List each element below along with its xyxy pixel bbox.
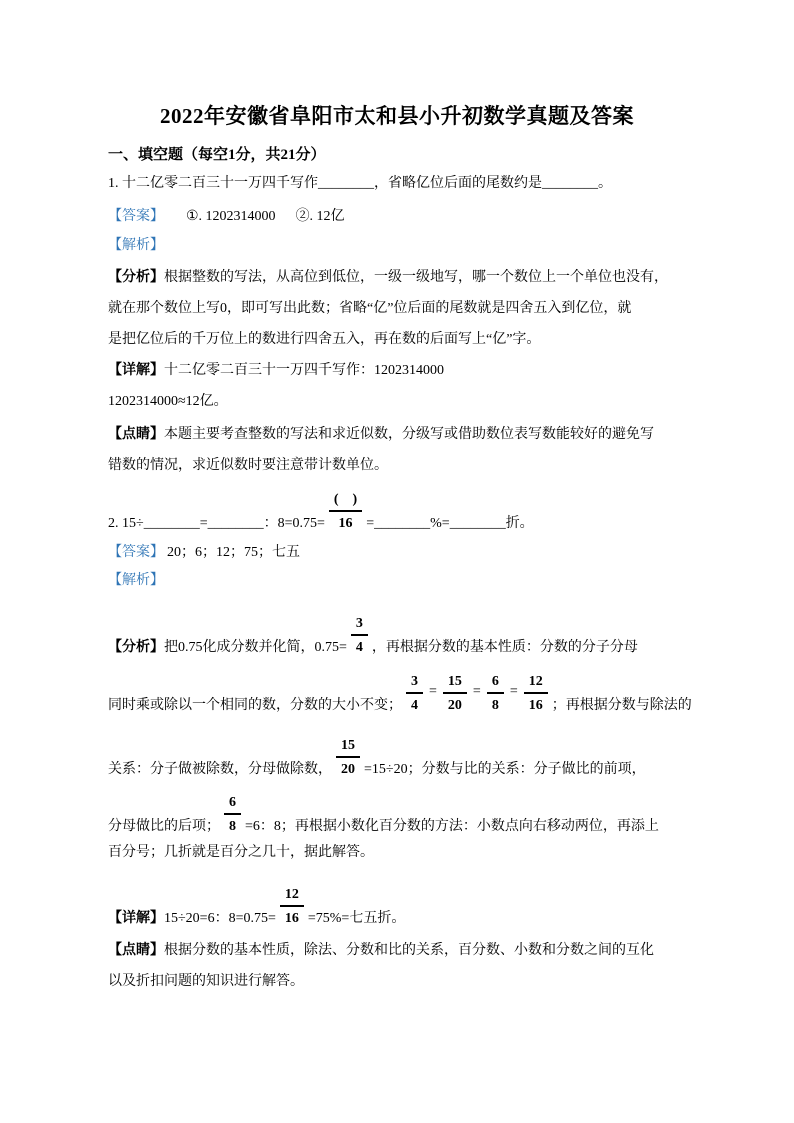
fraction-15-20 [336, 736, 360, 779]
q2-note-line-1 [108, 935, 686, 966]
q2-note-label: 【点睛】 [108, 943, 164, 958]
q2-fenxi-l3-text-2: =15÷20；分数与比的关系：分子做比的前项， [364, 762, 646, 777]
fraction-numerator: 12 [524, 672, 548, 694]
q1-analysis-label-line [108, 235, 686, 257]
q2-detail-text-2: =75%=七五折。 [307, 911, 406, 926]
q2-stem-text-1: 2. 15÷ [108, 516, 144, 531]
fraction-numerator: 15 [336, 736, 360, 758]
equals-sign: = [509, 684, 518, 699]
fraction-denominator: 4 [411, 698, 418, 713]
fraction-denominator: 16 [528, 698, 543, 713]
q1-detail-line-2: 1202314000≈12亿。 [108, 394, 228, 409]
q1-answer-line [108, 206, 686, 228]
fraction-12-16 [524, 672, 548, 715]
q2-stem-eq-1: = [199, 516, 208, 531]
q1-analysis-label: 【解析】 [108, 238, 164, 253]
q2-stem-text-2: ：8=0.75= [263, 516, 325, 531]
fraction-numerator: 15 [443, 672, 467, 694]
fraction-numerator: 6 [487, 672, 504, 694]
fraction-denominator: 8 [491, 698, 499, 713]
q1-blank-1: ________ [318, 176, 374, 191]
fraction-15-20 [443, 672, 467, 715]
q2-fenxi-l1-text-2: ，再根据分数的基本性质：分数的分子分母 [371, 640, 638, 655]
fraction-denominator: 20 [341, 762, 355, 777]
q2-answer-label: 【答案】 [108, 545, 164, 560]
q2-detail-text-1: 15÷20=6：8=0.75= [164, 911, 276, 926]
q2-note-text-1: 根据分数的基本性质，除法、分数和比的关系，百分数、小数和分数之间的互化 [164, 943, 654, 958]
q2-analysis-label-line [108, 570, 686, 592]
question-1-stem [108, 174, 686, 194]
q2-stem-text-4: 折。 [505, 516, 534, 531]
q2-answer-text: 20；6；12；75；七五 [167, 545, 300, 560]
q2-blank-1: ________ [143, 516, 200, 531]
fraction-denominator: 16 [284, 911, 299, 926]
q1-fenxi-line-2: 就在那个数位上写0，即可写出此数；省略“亿”位后面的尾数就是四舍五入到亿位，就 [108, 301, 632, 316]
question-2-stem [108, 490, 686, 534]
fraction-denominator: 20 [447, 698, 462, 713]
fraction-numerator: 12 [280, 885, 304, 907]
q2-fenxi-l4-text-1: 分母做比的后项； [108, 819, 220, 834]
q2-fenxi-l4-text-2: =6：8；再根据小数化百分数的方法：小数点向右移动两位，再添上 [245, 819, 659, 834]
q2-fenxi-line-3 [108, 736, 686, 780]
equals-sign: = [429, 684, 437, 699]
q1-note-line-2: 错数的情况，求近似数时要注意带计数单位。 [108, 458, 388, 473]
q1-note-text-1: 本题主要考查整数的写法和求近似数，分级写或借助数位表写数能较好的避免写 [164, 427, 654, 442]
q1-answer-item-2: ②. 12亿 [295, 209, 345, 224]
q1-fenxi-label: 【分析】 [108, 270, 164, 285]
q1-answer-label: 【答案】 [108, 209, 164, 224]
q1-blank-2: ________ [542, 176, 598, 191]
fraction-numerator: 6 [224, 793, 241, 815]
equals-sign: = [472, 684, 481, 699]
q1-answer-item-1: ①. 1202314000 [186, 209, 276, 224]
q2-fenxi-l2-text-1: 同时乘或除以一个相同的数，分数的大小不变； [108, 698, 402, 713]
q2-answer-line [108, 542, 686, 564]
fraction-numerator: 3 [406, 672, 423, 694]
q1-stem-text-1: 1. 十二亿零二百三十一万四千写作 [108, 176, 318, 191]
q2-stem-text-3: %= [430, 516, 450, 531]
q2-detail-line [108, 885, 686, 929]
q2-blank-3: ________ [374, 516, 431, 531]
q1-note-line-1 [108, 419, 686, 450]
fraction-denominator: 16 [338, 516, 353, 531]
q2-stem-eq-2: = [366, 516, 375, 531]
fraction-denominator: 8 [229, 819, 236, 834]
q2-analysis-label: 【解析】 [108, 573, 164, 588]
q2-fenxi-line-2 [108, 672, 692, 716]
q2-detail-label: 【详解】 [108, 911, 164, 926]
fraction-blank-over-16 [329, 490, 362, 533]
q1-fenxi-line-1 [108, 262, 686, 293]
q1-fenxi-line-3: 是把亿位后的千万位上的数进行四舍五入，再在数的后面写上“亿”字。 [108, 332, 541, 347]
fraction-12-16 [280, 885, 304, 928]
q1-note-label: 【点睛】 [108, 427, 164, 442]
section-heading: 一、填空题（每空1分，共21分） [108, 147, 326, 163]
q2-fenxi-label: 【分析】 [108, 640, 164, 655]
fraction-6-8 [487, 672, 504, 715]
page-title: 2022年安徽省阜阳市太和县小升初数学真题及答案 [160, 104, 634, 128]
fraction-numerator: 3 [351, 614, 368, 636]
fraction-3-4 [406, 672, 423, 715]
q2-note-line-2: 以及折扣问题的知识进行解答。 [108, 974, 304, 989]
q1-stem-text-3: 。 [598, 176, 612, 191]
q2-fenxi-line-4 [108, 793, 686, 837]
fraction-denominator: 4 [355, 640, 363, 655]
q2-fenxi-l3-text-1: 关系：分子做被除数，分母做除数， [108, 762, 332, 777]
q1-fenxi-text-1: 根据整数的写法，从高位到低位，一级一级地写，哪一个数位上一个单位也没有， [164, 270, 668, 285]
q2-fenxi-line-5: 百分号；几折就是百分之几十，据此解答。 [108, 845, 374, 860]
q2-blank-2: ________ [207, 516, 264, 531]
fraction-6-8 [224, 793, 241, 836]
q2-blank-4: ________ [449, 516, 506, 531]
q1-detail-line-1 [108, 355, 686, 386]
fraction-3-4 [351, 614, 368, 657]
fraction-numerator: ( ) [329, 490, 362, 512]
q1-detail-text-1: 十二亿零二百三十一万四千写作：1202314000 [164, 363, 444, 378]
q2-fenxi-line-1 [108, 614, 686, 658]
q2-fenxi-l2-text-2: ；再根据分数与除法的 [551, 698, 692, 713]
q2-fenxi-l1-text-1: 把0.75化成分数并化简，0.75= [164, 640, 347, 655]
q1-detail-label: 【详解】 [108, 363, 164, 378]
q1-stem-text-2: ，省略亿位后面的尾数约是 [374, 176, 542, 191]
